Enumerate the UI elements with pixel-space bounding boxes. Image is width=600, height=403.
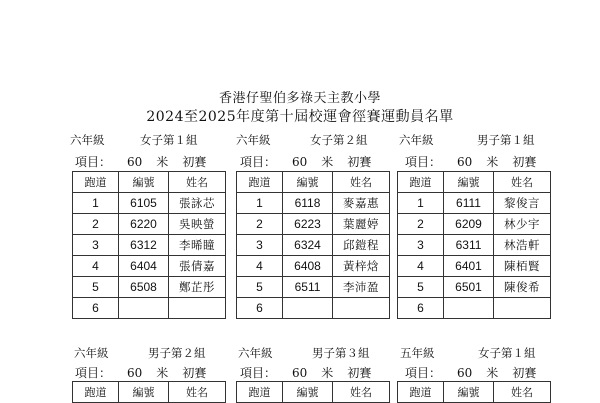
event-unit: 米: [486, 155, 499, 169]
table-header-row: [237, 172, 390, 193]
lane-cell: 4: [73, 256, 119, 277]
code-cell: 6312: [119, 235, 169, 256]
event-distance: 60: [457, 366, 473, 380]
event-unit: 米: [156, 155, 169, 169]
item-label: 項目：: [75, 366, 112, 380]
table-row: [73, 298, 226, 319]
event-round: 初賽: [512, 366, 537, 380]
event-round: 初賽: [182, 155, 207, 169]
lane-cell: 3: [237, 235, 283, 256]
code-cell: 6105: [119, 193, 169, 214]
event-line: [405, 153, 536, 170]
grade-label: 六年級: [70, 133, 105, 147]
table-row: [398, 214, 551, 235]
event-line: [405, 364, 536, 381]
group-header: [74, 345, 206, 361]
lane-cell: 2: [398, 214, 444, 235]
item-label: 項目：: [405, 155, 442, 169]
code-cell: 6501: [444, 277, 494, 298]
name-cell: 麥嘉惠: [333, 193, 390, 214]
code-cell: 6209: [444, 214, 494, 235]
event-unit: 米: [156, 366, 169, 380]
table-row: [398, 235, 551, 256]
name-cell: 林浩軒: [494, 235, 551, 256]
group-label: 男子第３組: [312, 346, 370, 360]
code-cell: 6311: [444, 235, 494, 256]
group-label: 女子第１組: [478, 346, 536, 360]
col-header-lane: 跑道: [237, 172, 283, 193]
roster-table: [397, 171, 551, 319]
group-header: [70, 132, 198, 148]
item-label: 項目：: [75, 155, 112, 169]
lane-cell: 1: [237, 193, 283, 214]
name-cell: 邱鎧程: [333, 235, 390, 256]
col-header-code: 編號: [444, 382, 494, 403]
item-label: 項目：: [240, 366, 277, 380]
table-header-row: [398, 382, 551, 403]
group-label: 男子第１組: [477, 133, 535, 147]
lane-cell: 5: [73, 277, 119, 298]
name-cell: 黎俊言: [494, 193, 551, 214]
lane-cell: 3: [73, 235, 119, 256]
table-row: [398, 256, 551, 277]
lane-cell: 2: [73, 214, 119, 235]
event-unit: 米: [321, 155, 334, 169]
col-header-code: 編號: [119, 382, 169, 403]
event-distance: 60: [292, 366, 308, 380]
event-round: 初賽: [512, 155, 537, 169]
table-row: [73, 277, 226, 298]
event-round: 初賽: [182, 366, 207, 380]
table-row: [73, 256, 226, 277]
code-cell: 6111: [444, 193, 494, 214]
code-cell: 6508: [119, 277, 169, 298]
name-cell: 吳映螢: [169, 214, 226, 235]
name-cell: 張倩嘉: [169, 256, 226, 277]
grade-label: 六年級: [236, 133, 271, 147]
group-label: 女子第１組: [140, 133, 198, 147]
col-header-lane: 跑道: [73, 172, 119, 193]
col-header-name: 姓名: [169, 172, 226, 193]
code-cell: 6118: [283, 193, 333, 214]
event-distance: 60: [292, 155, 308, 169]
col-header-code: 編號: [119, 172, 169, 193]
col-header-lane: 跑道: [73, 382, 119, 403]
code-cell: 6324: [283, 235, 333, 256]
table-header-row: [398, 172, 551, 193]
group-header: [399, 132, 535, 148]
table-row: [237, 256, 390, 277]
col-header-name: 姓名: [494, 382, 551, 403]
col-header-lane: 跑道: [398, 382, 444, 403]
table-row: [398, 193, 551, 214]
grade-label: 六年級: [238, 346, 273, 360]
code-cell: [283, 298, 333, 319]
lane-cell: 5: [237, 277, 283, 298]
col-header-lane: 跑道: [398, 172, 444, 193]
name-cell: [494, 298, 551, 319]
col-header-name: 姓名: [333, 172, 390, 193]
lane-cell: 4: [398, 256, 444, 277]
lane-cell: 4: [237, 256, 283, 277]
table-row: [73, 193, 226, 214]
table-row: [237, 193, 390, 214]
group-label: 男子第２組: [148, 346, 206, 360]
lane-cell: 5: [398, 277, 444, 298]
table-row: [73, 214, 226, 235]
name-cell: 李晞瞳: [169, 235, 226, 256]
table-row: [398, 298, 551, 319]
table-row: [237, 298, 390, 319]
table-header-row: [73, 172, 226, 193]
event-line: [240, 364, 371, 381]
table-header-row: [73, 382, 226, 403]
school-name: 香港仔聖伯多祿天主教小學: [218, 91, 381, 106]
name-cell: 張詠芯: [169, 193, 226, 214]
grade-label: 六年級: [74, 346, 109, 360]
document-subtitle: 2024至2025年度第十屆校運會徑賽運動員名單: [146, 109, 454, 125]
roster-table: [236, 171, 390, 319]
code-cell: 6404: [119, 256, 169, 277]
group-header: [236, 132, 368, 148]
group-label: 女子第２組: [310, 133, 368, 147]
grade-label: 五年級: [400, 346, 435, 360]
col-header-name: 姓名: [169, 382, 226, 403]
event-round: 初賽: [347, 155, 372, 169]
name-cell: 鄭芷彤: [169, 277, 226, 298]
code-cell: 6223: [283, 214, 333, 235]
code-cell: 6408: [283, 256, 333, 277]
name-cell: 陳栢賢: [494, 256, 551, 277]
table-row: [73, 235, 226, 256]
col-header-code: 編號: [283, 382, 333, 403]
table-row: [237, 277, 390, 298]
lane-cell: 6: [237, 298, 283, 319]
name-cell: 林少宇: [494, 214, 551, 235]
item-label: 項目：: [240, 155, 277, 169]
grade-label: 六年級: [399, 133, 434, 147]
name-cell: 葉麗婷: [333, 214, 390, 235]
code-cell: 6511: [283, 277, 333, 298]
table-row: [398, 277, 551, 298]
table-row: [237, 235, 390, 256]
lane-cell: 6: [73, 298, 119, 319]
lane-cell: 3: [398, 235, 444, 256]
event-round: 初賽: [347, 366, 372, 380]
event-unit: 米: [486, 366, 499, 380]
group-header: [400, 345, 536, 361]
lane-cell: 6: [398, 298, 444, 319]
event-line: [75, 153, 206, 170]
event-line: [75, 364, 206, 381]
col-header-name: 姓名: [333, 382, 390, 403]
col-header-name: 姓名: [494, 172, 551, 193]
code-cell: 6401: [444, 256, 494, 277]
col-header-code: 編號: [283, 172, 333, 193]
event-distance: 60: [127, 155, 143, 169]
lane-cell: 1: [73, 193, 119, 214]
name-cell: [169, 298, 226, 319]
table-header-row: [237, 382, 390, 403]
name-cell: 黃梓焓: [333, 256, 390, 277]
code-cell: [119, 298, 169, 319]
event-distance: 60: [457, 155, 473, 169]
lane-cell: 2: [237, 214, 283, 235]
group-header: [238, 345, 370, 361]
name-cell: 李沛盈: [333, 277, 390, 298]
lane-cell: 1: [398, 193, 444, 214]
name-cell: 陳俊希: [494, 277, 551, 298]
code-cell: [444, 298, 494, 319]
col-header-lane: 跑道: [237, 382, 283, 403]
table-row: [237, 214, 390, 235]
item-label: 項目：: [405, 366, 442, 380]
event-unit: 米: [321, 366, 334, 380]
event-distance: 60: [127, 366, 143, 380]
col-header-code: 編號: [444, 172, 494, 193]
roster-table: [72, 171, 226, 319]
event-line: [240, 153, 371, 170]
name-cell: [333, 298, 390, 319]
code-cell: 6220: [119, 214, 169, 235]
